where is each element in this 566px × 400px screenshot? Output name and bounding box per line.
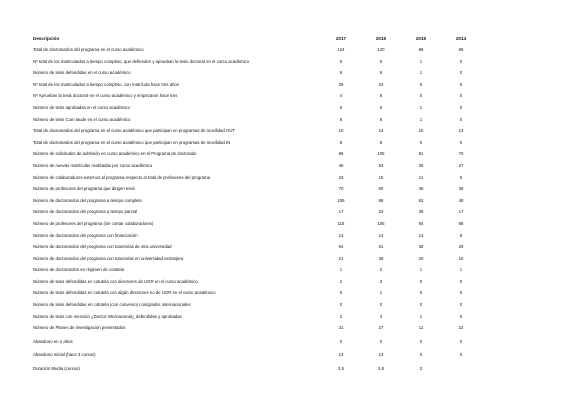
row-value-2014: 70 <box>458 151 464 157</box>
table-row <box>33 59 543 71</box>
row-description: Número de tesis defendidas en cotutela (con convenio) con/grados internacionales <box>33 302 191 308</box>
row-value-2015: 0 <box>419 93 423 99</box>
row-value-2015: 94 <box>418 220 424 226</box>
row-value-2014: 16 <box>458 255 464 261</box>
table-row <box>33 140 543 152</box>
table-row <box>33 209 543 221</box>
row-value-2015: 35 <box>418 162 424 168</box>
row-value-2014: 0 <box>459 302 463 308</box>
row-value-2014: 0 <box>459 116 463 122</box>
table-row <box>33 290 543 302</box>
row-value-2014: 0 <box>459 313 463 319</box>
row-value-2016: 53 <box>378 162 384 168</box>
row-description: Nº total de los matriculados a tiempo completo, con matrícula hace tres años <box>33 81 180 87</box>
header-year-2016: 2016 <box>375 36 387 41</box>
row-value-2014: 88 <box>458 220 464 226</box>
table-row <box>33 82 543 94</box>
table-body <box>33 47 543 378</box>
row-value-2015: 46 <box>418 186 424 192</box>
row-description: Número de doctorandos del programa con tutores/as en universidad extranjera <box>33 255 184 261</box>
row-description: Número de tesis Cum laude en el curso académico <box>33 116 131 122</box>
table-row <box>33 70 543 82</box>
row-value-2014: 48 <box>458 197 464 203</box>
row-value-2014: 0 <box>459 93 463 99</box>
row-value-2017: 29 <box>338 81 344 87</box>
row-value-2014: 65 <box>458 47 464 52</box>
table-row <box>33 302 543 314</box>
header-year-2017: 2017 <box>335 36 347 41</box>
table-row <box>33 314 543 326</box>
row-description: Número de tesis defendidas en cotutela con directores de UGR en el curso académico <box>33 278 198 284</box>
row-value-2014: 22 <box>458 325 464 331</box>
row-value-2017: 21 <box>338 255 344 261</box>
row-value-2017: 116 <box>337 220 345 226</box>
row-value-2017: 5 <box>339 70 343 76</box>
row-value-2017: 31 <box>338 325 344 331</box>
row-value-2016: 15 <box>378 174 384 180</box>
row-value-2015: 11 <box>418 174 424 180</box>
row-value-2016: 23 <box>378 209 384 215</box>
row-description: Número de solicitudes de admisión en curso académico en el Programa de doctorado <box>33 151 197 157</box>
row-value-2016: 5 <box>379 58 383 64</box>
row-value-2016: 5 <box>379 70 383 76</box>
row-value-2015: 1 <box>419 116 423 122</box>
row-value-2015: 11 <box>418 325 424 331</box>
table-row <box>33 105 543 117</box>
table-row <box>33 198 543 210</box>
table-row <box>33 267 543 279</box>
row-value-2014: 0 <box>459 290 463 296</box>
row-value-2016: 0 <box>379 338 383 344</box>
row-value-2015: 1 <box>419 267 423 273</box>
row-value-2017: 106 <box>337 197 345 203</box>
row-value-2015: 91 <box>418 151 424 157</box>
row-value-2017: 13 <box>338 352 344 358</box>
row-value-2017: 23 <box>338 174 344 180</box>
row-value-2016: 14 <box>378 128 384 134</box>
row-value-2017: 2 <box>339 278 343 284</box>
row-value-2017: 8 <box>339 139 343 145</box>
table-row <box>33 117 543 129</box>
table-row <box>33 128 543 140</box>
table-row <box>33 186 543 198</box>
row-description: Número de colaboradores externos al programa respecto al total de profesores del programa <box>33 174 210 180</box>
table-row <box>33 352 543 364</box>
row-value-2014: 0 <box>459 139 463 145</box>
row-description: Número de profesores del programa que dirigen tesis <box>33 186 135 192</box>
row-description: Número de doctorandos del programa con tutores/as de otra universidad <box>33 244 172 250</box>
row-value-2015: 1 <box>419 313 423 319</box>
row-value-2017: 70 <box>338 186 344 192</box>
row-value-2014: 17 <box>458 209 464 215</box>
row-value-2016: 5 <box>379 116 383 122</box>
row-description: Número de doctorandos del programa a tiempo completo <box>33 197 142 203</box>
row-value-2017: 0 <box>339 338 343 344</box>
row-description: Número de doctorandos del programa con financiación <box>33 232 138 238</box>
row-description: Total de doctorandos del programa en el curso académico <box>33 47 144 52</box>
table-row <box>33 163 543 175</box>
row-description: Número de profesores del programa (sin contar colaboradores) <box>33 220 154 226</box>
table-row <box>33 244 543 256</box>
row-description: Abandono Inicial (hace 3 cursos) <box>33 352 96 358</box>
row-value-2016: 61 <box>378 244 384 250</box>
row-value-2017: 124 <box>337 47 345 52</box>
row-value-2017: 1 <box>339 267 343 273</box>
row-value-2015: 15 <box>418 128 424 134</box>
row-value-2014: 8 <box>459 232 463 238</box>
row-description: Abandono en n años <box>33 338 73 344</box>
row-value-2014: 38 <box>458 186 464 192</box>
row-value-2015: 20 <box>418 255 424 261</box>
row-value-2016: 1 <box>379 290 383 296</box>
header-year-2014: 2014 <box>455 36 467 41</box>
row-description: Número de tesis con mención ¿Doctor Internacional¿ defendidas y aprobadas <box>33 313 182 319</box>
row-description: Nº total de los matriculados a tiempo completo, que defienden y aprueban la tesis doctoral en el curso académico <box>33 58 250 64</box>
row-description: Número de Planes de investigación presentados <box>33 325 126 331</box>
table-row <box>33 339 543 351</box>
table-row <box>33 256 543 268</box>
row-description: Total de doctorandos del programa en el curso académico que participan en programas de movilidad OUT <box>33 128 236 134</box>
row-value-2014: 0 <box>459 104 463 110</box>
row-value-2015: 1 <box>419 104 423 110</box>
row-value-2017: 64 <box>338 244 344 250</box>
row-value-2014: 0 <box>459 58 463 64</box>
row-value-2014: 0 <box>459 338 463 344</box>
row-value-2015: 3 <box>419 366 423 372</box>
row-value-2016: 3,8 <box>378 366 384 372</box>
table-row <box>33 47 543 59</box>
header-year-2015: 2015 <box>415 36 427 41</box>
table-row <box>33 279 543 291</box>
row-value-2017: 0 <box>339 302 343 308</box>
row-value-2016: 3 <box>379 278 383 284</box>
row-value-2015: 0 <box>419 139 423 145</box>
table-row <box>33 325 543 337</box>
row-value-2014: 1 <box>459 267 463 273</box>
row-value-2014: 29 <box>458 244 464 250</box>
table-row <box>33 366 543 378</box>
row-value-2017: 17 <box>338 209 344 215</box>
row-value-2016: 4 <box>379 313 383 319</box>
row-value-2016: 60 <box>378 186 384 192</box>
row-description: Número de tesis defendidas en el curso académico <box>33 70 131 76</box>
row-description: Número de nuevas matrículas realizadas por curso académico <box>33 162 153 168</box>
row-description: Número de tesis aprobadas en el curso académico <box>33 104 130 110</box>
table-row <box>33 175 543 187</box>
row-value-2017: 96 <box>338 151 344 157</box>
row-value-2015: 38 <box>418 244 424 250</box>
row-value-2015: 0 <box>419 352 423 358</box>
row-value-2014: 27 <box>458 162 464 168</box>
row-description: Número de doctorandos en régimen de cotutela <box>33 267 125 273</box>
row-value-2017: 5 <box>339 58 343 64</box>
row-value-2014: 0 <box>459 81 463 87</box>
row-value-2017: 4 <box>339 93 343 99</box>
row-value-2015: 62 <box>418 197 424 203</box>
row-value-2015: 13 <box>418 232 424 238</box>
table-row <box>33 233 543 245</box>
indicator-table <box>33 36 543 378</box>
row-value-2015: 0 <box>419 302 423 308</box>
row-value-2014: 0 <box>459 352 463 358</box>
row-value-2015: 38 <box>418 209 424 215</box>
row-value-2017: 2 <box>339 313 343 319</box>
row-value-2016: 24 <box>378 81 384 87</box>
row-value-2014: 0 <box>459 70 463 76</box>
row-value-2017: 46 <box>338 162 344 168</box>
row-value-2014: 0 <box>459 278 463 284</box>
row-value-2017: 3,5 <box>338 366 344 372</box>
row-value-2015: 86 <box>418 47 424 52</box>
row-value-2016: 5 <box>379 104 383 110</box>
row-value-2016: 13 <box>378 352 384 358</box>
row-value-2016: 105 <box>377 151 385 157</box>
row-value-2016: 14 <box>378 232 384 238</box>
row-value-2015: 0 <box>419 81 423 87</box>
row-value-2015: 1 <box>419 58 423 64</box>
row-value-2015: 0 <box>419 338 423 344</box>
row-value-2017: 5 <box>339 104 343 110</box>
row-description: Nº Aprueban la tesis doctoral en el curso académico y empezaron hace tres <box>33 93 178 99</box>
row-value-2015: 0 <box>419 278 423 284</box>
row-value-2014: 5 <box>459 174 463 180</box>
row-value-2016: 27 <box>378 325 384 331</box>
row-value-2017: 10 <box>338 128 344 134</box>
row-value-2017: 13 <box>338 232 344 238</box>
row-value-2016: 106 <box>377 220 385 226</box>
row-value-2016: 120 <box>377 47 385 52</box>
row-description: Número de doctorandos del programa a tiempo parcial <box>33 209 138 215</box>
row-description: Total de doctorandos del programa en el curso académico que participan en programas de movilidad IN <box>33 139 231 145</box>
row-description: Duración Media (cursos) <box>33 366 80 372</box>
row-value-2016: 98 <box>378 197 384 203</box>
row-value-2016: 8 <box>379 139 383 145</box>
table-row <box>33 221 543 233</box>
row-value-2017: 0 <box>339 290 343 296</box>
row-value-2015: 1 <box>419 70 423 76</box>
header-description: Descripción <box>33 36 60 41</box>
row-value-2014: 13 <box>458 128 464 134</box>
row-value-2016: 39 <box>378 255 384 261</box>
row-value-2017: 5 <box>339 116 343 122</box>
row-description: Número de tesis defendidas en cotutela con algún directores no de UGR en el curso académico <box>33 290 216 296</box>
table-row <box>33 151 543 163</box>
table-row <box>33 93 543 105</box>
row-value-2015: 0 <box>419 290 423 296</box>
row-value-2016: 5 <box>379 93 383 99</box>
row-value-2016: 0 <box>379 302 383 308</box>
row-value-2016: 2 <box>379 267 383 273</box>
table-header <box>33 36 543 47</box>
